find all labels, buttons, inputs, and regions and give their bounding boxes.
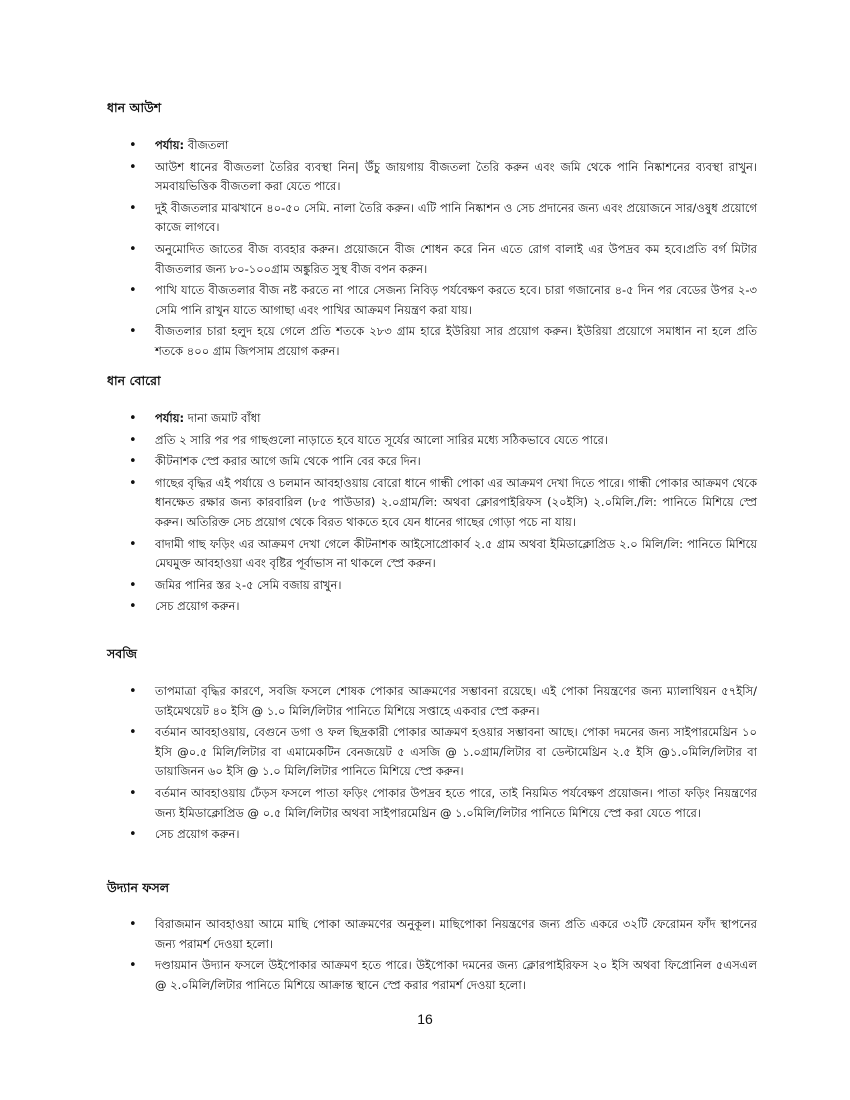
list-item: • দুই বীজতলার মাঝখানে ৪০-৫০ সেমি. নালা তৈরি করুন। এটি পানি নিষ্কাশন ও সেচ প্রদানের জন্য এবং প্রয়োজনে সার/ওষুধ প্রয়োগে কাজে লাগবে। <box>107 199 757 238</box>
section-heading-aus-rice: ধান আউশ <box>107 100 162 115</box>
list-item <box>107 136 757 156</box>
list-item: • প্রতি ২ সারি পর পর গাছগুলো নাড়াতে হবে যাতে সূর্যের আলো সারির মধ্যে সঠিকভাবে যেতে পারে। <box>107 431 757 451</box>
section-heading-horticulture: উদ্যান ফসল <box>107 880 170 895</box>
list-item: • আউশ ধানের বীজতলা তৈরির ব্যবস্থা নিন| উঁচু জায়গায় বীজতলা তৈরি করুন এবং জমি থেকে পানি নিষ্কাশনের ব্যবস্থা রাখুন। সমবায়ভিত্তিক বীজতলা করা যেতে পারে। <box>107 158 757 197</box>
stage-value: দানা জমাট বাঁধা <box>184 411 261 425</box>
list-item: • কীটনাশক স্প্রে করার আগে জমি থেকে পানি বের করে দিন। <box>107 452 757 472</box>
list-item: • দণ্ডায়মান উদ্যান ফসলে উইপোকার আক্রমণ হতে পারে। উইপোকা দমনের জন্য ক্লোরপাইরিফস ২০ ইসি অথবা ফিপ্রোনিল ৫এসএল @ ২.০মিলি/লিটার পানিতে মিশিয়ে আক্রান্ত স্থানে স্প্রে করার পরামর্শ দেওয়া হলো। <box>107 956 757 995</box>
section-heading-boro-rice: ধান বোরো <box>107 373 161 388</box>
list-item: • সেচ প্রয়োগ করুন। <box>107 825 757 845</box>
vegetables-list <box>107 682 757 847</box>
list-item: • বিরাজমান আবহাওয়া আমে মাছি পোকা আক্রমণের অনুকূল। মাছিপোকা নিয়ন্ত্রণের জন্য প্রতি একরে ৩২টি ফেরোমন ফাঁদ স্থাপনের জন্য পরামর্শ দেওয়া হলো। <box>107 915 757 954</box>
list-item: • বর্তমান আবহাওয়ায়, বেগুনে ডগা ও ফল ছিদ্রকারী পোকার আক্রমণ হওয়ার সম্ভাবনা আছে। পোকা দমনের জন্য সাইপারমেথ্রিন ১০ ইসি @০.৫ মিলি/লিটার বা এমামেকটিন বেনজয়েট ৫ এসজি @ ১.০গ্রাম/লিটার বা ডেল্টামেথ্রিন ২.৫ ইসি @১.০মিলি/লিটার বা ডায়াজিনন ৬০ ইসি @ ১.০ মিলি/লিটার পানিতে মিশিয়ে স্প্রে করুন। <box>107 723 757 782</box>
list-item: • পাখি যাতে বীজতলার বীজ নষ্ট করতে না পারে সেজন্য নিবিড় পর্যবেক্ষণ করতে হবে। চারা গজানোর ৪-৫ দিন পর বেডের উপর ২-৩ সেমি পানি রাখুন যাতে আগাছা এবং পাখির আক্রমণ নিয়ন্ত্রণ করা যায়। <box>107 281 757 320</box>
list-item: • বীজতলার চারা হলুদ হয়ে গেলে প্রতি শতকে ২৮৩ গ্রাম হারে ইউরিয়া সার প্রয়োগ করুন। ইউরিয়া প্রয়োগে সমাধান না হলে প্রতি শতকে ৪০০ গ্রাম জিপসাম প্রয়োগ করুন। <box>107 322 757 361</box>
list-item: • সেচ প্রয়োগ করুন। <box>107 597 757 617</box>
list-item: • তাপমাত্রা বৃদ্ধির কারণে, সবজি ফসলে শোষক পোকার আক্রমণের সম্ভাবনা রয়েছে। এই পোকা নিয়ন্ত্রণের জন্য ম্যালাথিয়ন ৫৭ইসি/ডাইমেথয়েট ৪০ ইসি @ ১.০ মিলি/লিটার পানিতে মিশিয়ে সপ্তাহে একবার স্প্রে করুন। <box>107 682 757 721</box>
list-item: • গাছের বৃদ্ধির এই পর্যায়ে ও চলমান আবহাওয়ায় বোরো ধানে গান্ধী পোকা এর আক্রমণ দেখা দিতে পারে। গান্ধী পোকার আক্রমণ থেকে ধানক্ষেত রক্ষার জন্য কারবারিল (৮৫ পাউডার) ২.০গ্রাম/লি: অথবা ক্লোরপাইরিফস (২০ইসি) ২.০মিলি./লি: পানিতে মিশিয়ে স্প্রে করুন। অতিরিক্ত সেচ প্রয়োগ থেকে বিরত থাকতে হবে যেন ধানের গাছের গোড়া পচে না যায়। <box>107 474 757 533</box>
list-item: • বর্তমান আবহাওয়ায় ঢেঁড়স ফসলে পাতা ফড়িং পোকার উপদ্রব হতে পারে, তাই নিয়মিত পর্যবেক্ষণ প্রয়োজন। পাতা ফড়িং নিয়ন্ত্রণের জন্য ইমিডাক্লোপ্রিড @ ০.৫ মিলি/লিটার অথবা সাইপারমেথ্রিন @ ১.০মিলি/লিটার পানিতে মিশিয়ে স্প্রে করা যেতে পারে। <box>107 784 757 823</box>
list-item: • জমির পানির স্তর ২-৫ সেমি বজায় রাখুন। <box>107 576 757 596</box>
aus-rice-list <box>107 136 757 364</box>
stage-label: পর্যায়: <box>155 138 185 152</box>
list-item: • বাদামী গাছ ফড়িং এর আক্রমণ দেখা গেলে কীটনাশক আইসোপ্রোকার্ব ২.৫ গ্রাম অথবা ইমিডাক্লোপ্রিড ২.০ মিলি/লি: পানিতে মিশিয়ে মেঘমুক্ত আবহাওয়া এবং বৃষ্টির পূর্বাভাস না থাকলে স্প্রে করুন। <box>107 535 757 574</box>
boro-rice-list <box>107 409 757 619</box>
list-item: • অনুমোদিত জাতের বীজ ব্যবহার করুন। প্রয়োজনে বীজ শোধন করে নিন এতে রোগ বালাই এর উপদ্রব কম হবে।প্রতি বর্গ মিটার বীজতলার জন্য ৮০-১০০গ্রাম অঙ্কুরিত সুস্থ বীজ বপন করুন। <box>107 240 757 279</box>
horticulture-list <box>107 915 757 997</box>
list-item <box>107 409 757 429</box>
stage-value: বীজতলা <box>184 138 229 152</box>
section-heading-vegetables: সবজি <box>107 646 137 661</box>
stage-label: পর্যায়: <box>155 411 185 425</box>
page-number: 16 <box>417 1011 433 1027</box>
